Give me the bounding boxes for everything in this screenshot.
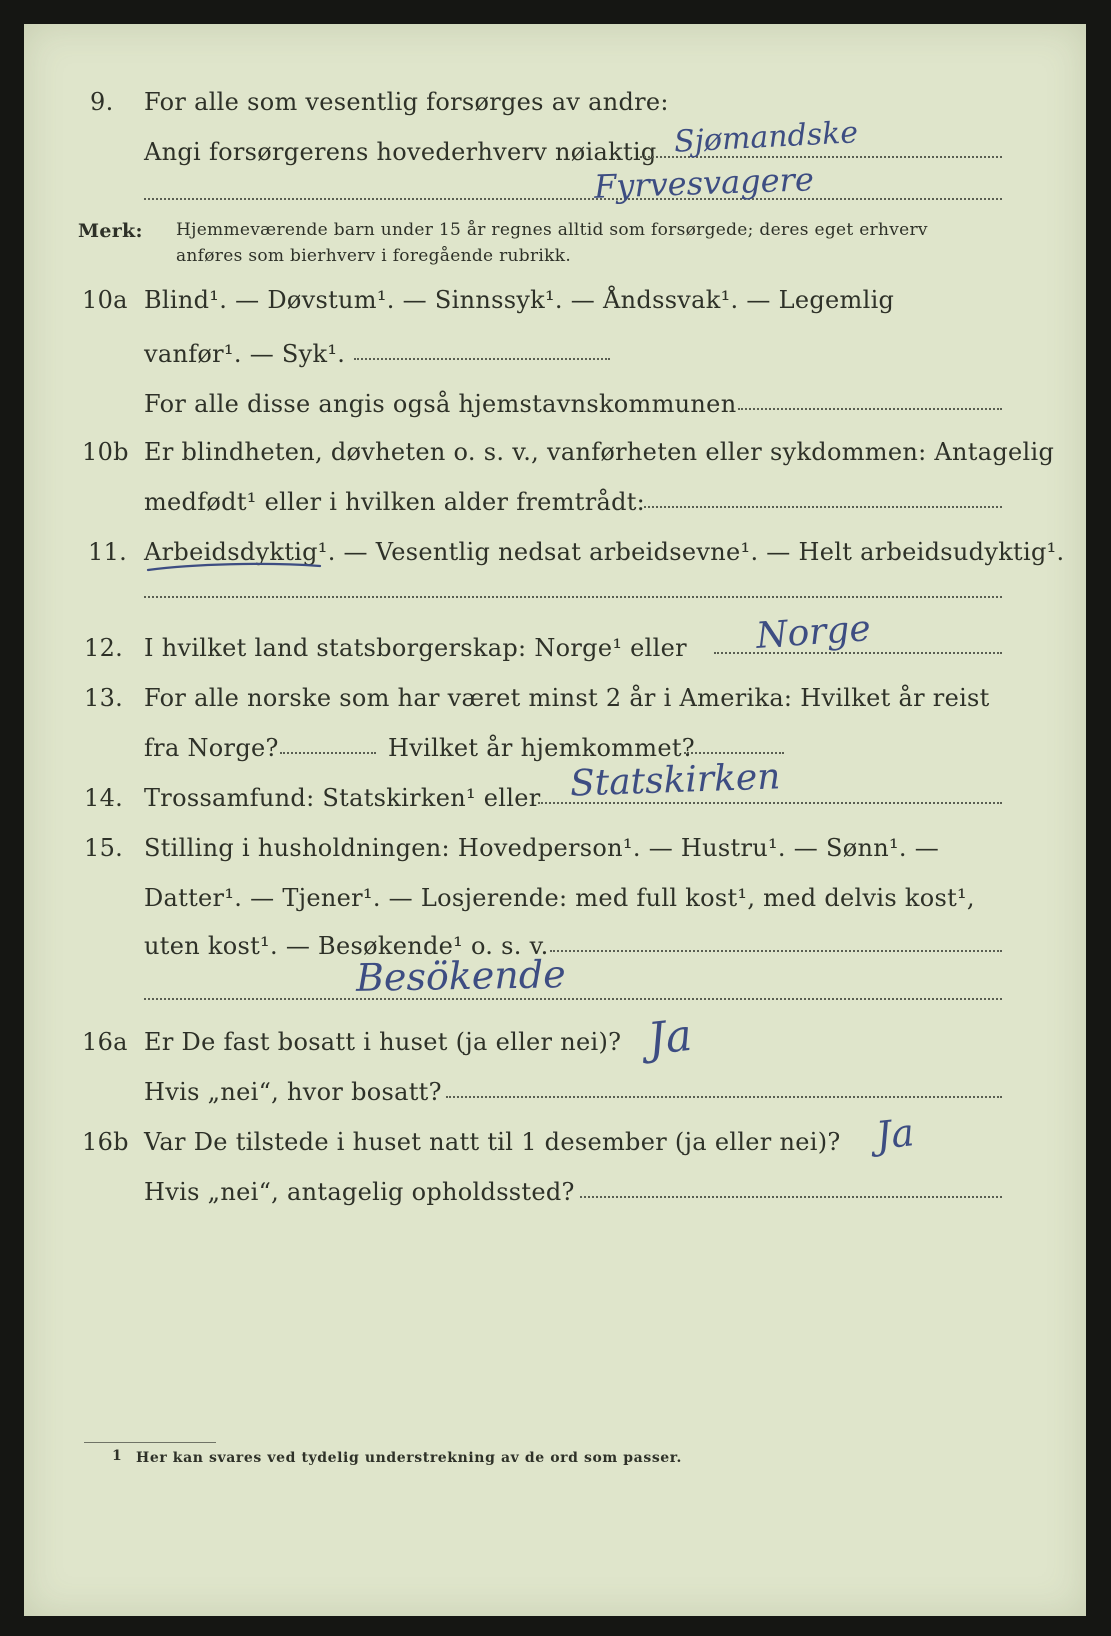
footnote-rule	[84, 1442, 216, 1443]
merk-line2: anføres som bierhverv i foregående rubrikk.	[176, 246, 572, 266]
q10b-line2: medfødt¹ eller i hvilken alder fremtrådt:	[144, 488, 646, 516]
q13-hjemkommet-line	[684, 752, 784, 754]
q13-number: 13.	[84, 684, 124, 712]
q9-line1: For alle som vesentlig forsørges av andre:	[144, 88, 669, 116]
q10a-hjemstavn-line	[738, 408, 1002, 410]
q15-line3: uten kost¹. — Besøkende¹ o. s. v.	[144, 932, 549, 960]
merk-line1: Hjemmeværende barn under 15 år regnes alltid som forsørgede; deres eget erhverv	[176, 220, 928, 240]
q15-line2: Datter¹. — Tjener¹. — Losjerende: med full kost¹, med delvis kost¹,	[144, 884, 975, 912]
q15-handwritten-answer: Besökende	[355, 952, 566, 1000]
footnote-text: Her kan svares ved tydelig understrekning av de ord som passer.	[136, 1450, 682, 1466]
q14-handwritten-answer: Statskirken	[569, 756, 782, 805]
q16a-line1: Er De fast bosatt i huset (ja eller nei)?	[144, 1028, 622, 1056]
q9-line2: Angi forsørgerens hovederhverv nøiaktig	[144, 138, 657, 166]
q10a-answer-line	[354, 358, 610, 360]
q11-line1: Arbeidsdyktig¹. — Vesentlig nedsat arbeidsevne¹. — Helt arbeidsudyktig¹.	[144, 538, 1065, 566]
q15-answer-line	[550, 950, 1002, 952]
q16b-opholdssted-line	[580, 1196, 1002, 1198]
q9-handwritten-answer-2: Fyrvesvagere	[593, 160, 815, 206]
q16b-line1: Var De tilstede i huset natt til 1 desember (ja eller nei)?	[144, 1128, 841, 1156]
q12-line1: I hvilket land statsborgerskap: Norge¹ eller	[144, 634, 687, 662]
q11-number: 11.	[88, 538, 128, 566]
q10a-line2: vanfør¹. — Syk¹.	[144, 340, 346, 368]
form-page	[24, 24, 1086, 1616]
q16a-bosatt-line	[446, 1096, 1002, 1098]
q15-number: 15.	[84, 834, 124, 862]
q10b-number: 10b	[82, 438, 129, 466]
merk-label: Merk:	[78, 220, 143, 242]
q13-line2b: Hvilket år hjemkommet?	[388, 734, 695, 762]
q13-line1: For alle norske som har været minst 2 år i Amerika: Hvilket år reist	[144, 684, 990, 712]
q16b-number: 16b	[82, 1128, 129, 1156]
q12-handwritten-answer: Norge	[754, 608, 873, 657]
q12-number: 12.	[84, 634, 124, 662]
q9-handwritten-answer-1: Sjømandske	[673, 115, 859, 160]
q13-line2a: fra Norge?	[144, 734, 279, 762]
q15-line1: Stilling i husholdningen: Hovedperson¹. — Hustru¹. — Sønn¹. —	[144, 834, 940, 862]
q9-answer-line-2	[144, 198, 1002, 200]
q16a-number: 16a	[82, 1028, 128, 1056]
q10a-line3: For alle disse angis også hjemstavnskommunen	[144, 390, 737, 418]
q9-number: 9.	[90, 88, 114, 116]
q10a-line1: Blind¹. — Døvstum¹. — Sinnssyk¹. — Åndssvak¹. — Legemlig	[144, 286, 895, 314]
footnote-mark: 1	[112, 1448, 123, 1464]
q10b-answer-line	[644, 506, 1002, 508]
q15-answer-line-2	[144, 998, 1002, 1000]
q13-reist-line	[280, 752, 376, 754]
q14-line1: Trossamfund: Statskirken¹ eller	[144, 784, 541, 812]
q10a-number: 10a	[82, 286, 128, 314]
q16a-line2: Hvis „nei“, hvor bosatt?	[144, 1078, 442, 1106]
q10b-line1: Er blindheten, døvheten o. s. v., vanførheten eller sykdommen: Antagelig	[144, 438, 1055, 466]
q14-number: 14.	[84, 784, 124, 812]
q16a-handwritten-answer: Ja	[645, 1009, 695, 1066]
q16b-line2: Hvis „nei“, antagelig opholdssted?	[144, 1178, 575, 1206]
q11-answer-line	[144, 596, 1002, 598]
q16b-handwritten-answer: Ja	[873, 1110, 917, 1158]
